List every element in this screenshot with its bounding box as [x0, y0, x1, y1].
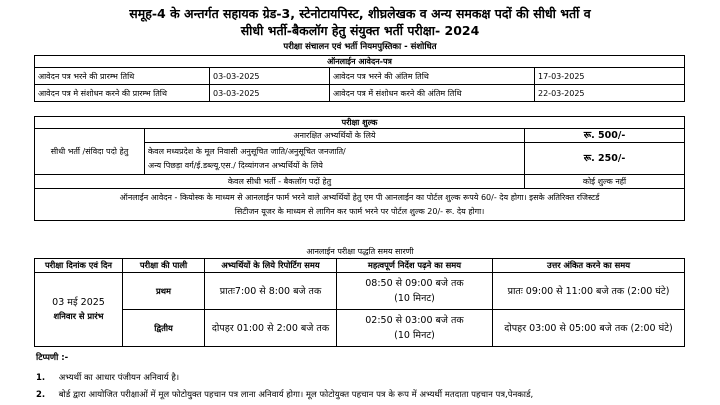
start-date-label: आवेदन पत्र भरने की प्रारम्भ तिथि [35, 68, 210, 85]
fee-reserved-desc: केवल मध्यप्रदेश के मूल निवासी अनुसूचित जाति/अनुसूचित जनजाति/ [148, 146, 346, 156]
start-date-value: 03-03-2025 [210, 68, 330, 85]
online-note-1: ऑनलाईन आवेदन - कियोस्क के माध्यम से आनलाईन फार्म भरने वाले अभ्यर्थियों हेतु एम पी आनलाईन का पोर्टल शुल्क रूपये 60/- देय होगा। इसके अतिरिक्त रजिस्टर्ड [119, 192, 600, 202]
application-heading: ऑनलाईन आवेदन-पत्र [35, 56, 685, 68]
col-reporting: अभ्यर्थियों के लिये रिपोर्टिग समय [205, 259, 337, 273]
shift-1: प्रथम [123, 273, 205, 310]
application-table [34, 55, 685, 102]
fee-table [34, 116, 685, 221]
exam-day: शनिवार से प्रारंभ [53, 310, 104, 321]
shift-2-reading-dur: (10 मिनट) [394, 330, 435, 341]
online-note-2: सिटीजन यूजर के माध्यम से लागिन कर फार्म भरने पर पोर्टल शुल्क 20/- रू. देय होगा। [234, 206, 485, 216]
edit-end-label: आवेदन पत्र में संशोधन करने की अंतिम तिथि [330, 85, 535, 102]
note-1 [36, 372, 179, 383]
fee-heading: परीक्षा शुल्क [35, 117, 685, 129]
shift-2: द्वितीय [123, 310, 205, 347]
end-date-value: 17-03-2025 [535, 68, 685, 85]
fee-reserved-amount: रू. 250/- [525, 143, 685, 175]
col-reading: महत्वपूर्ण निर्देश पढ़ने का समय [337, 259, 493, 273]
shift-2-answer: दोपहर 03:00 से 05:00 बजे तक (2:00 घंटे) [493, 310, 685, 347]
fee-general-amount: रू. 500/- [525, 129, 685, 143]
col-answer: उत्तर अंकित करने का समय [493, 259, 685, 273]
note-2-text: बोर्ड द्वारा आयोजित परीक्षाओं में मूल फोटोयुक्त पहचान पत्र लाना अनिवार्य होगा। मूल फोटोयुक्त पहचान पत्र के रूप में अभ्यर्थी मतदाता पहचान पत्र,पेनकार्ड, [58, 390, 534, 400]
fee-general-desc: अनारक्षित अभ्यर्थियों के लिये [145, 129, 525, 143]
notes-heading: टिप्पणी :- [36, 353, 69, 363]
end-date-label: आवेदन पत्र भरने की अंतिम तिथि [330, 68, 535, 85]
shift-2-reading: 02:50 से 03:00 बजे तक [365, 315, 464, 326]
shift-1-reading-dur: (10 मिनट) [394, 293, 435, 304]
exam-date: 03 मई 2025 [52, 296, 105, 308]
note-2-num: 2. [36, 390, 46, 400]
shift-2-reporting: दोपहर 01:00 से 2:00 बजे तक [205, 310, 337, 347]
shift-1-reading: 08:50 से 09:00 बजे तक [365, 278, 464, 289]
shift-1-answer: प्रातः 09:00 से 11:00 बजे तक (2:00 घंटे) [493, 273, 685, 310]
page-title [20, 5, 700, 39]
backlog-desc: केवल सीधी भर्ती - बैकलॉग पदों हेतु [35, 175, 525, 189]
edit-start-label: आवेदन पत्र मे संशोधन करने की प्रारम्भ तिथि [35, 85, 210, 102]
backlog-amount: कोई शुल्क नहीं [525, 175, 685, 189]
note-1-num: 1. [36, 373, 46, 383]
note-1-text: अभ्यर्थी का आधार पंजीयन अनिवार्य है। [58, 373, 180, 383]
fee-reserved-desc-2: अन्य पिछड़ा वर्ग/ई.डब्ल्यू.एस./ दिव्यांगजन अभ्यर्थियों के लिये [148, 160, 323, 170]
page-subtitle: परीक्षा संचालन एवं भर्ती नियमपुस्तिका - संशोधित [283, 42, 437, 52]
col-date: परीक्षा दिनांक एवं दिन [35, 259, 123, 273]
note-2 [36, 389, 533, 400]
title-line-1: समूह-4 के अन्तर्गत सहायक ग्रेड-3, स्टेनोटायपिस्ट, शीघ्रलेखक व अन्य समकक्ष पदों की सीधी भर्ती व [129, 6, 591, 21]
fee-category: सीधी भर्ती /संविदा पदो हेतु [35, 129, 145, 175]
col-shift: परीक्षा की पाली [123, 259, 205, 273]
title-line-2: सीधी भर्ती-बैकलॉग हेतु संयुक्त भर्ती परीक्षा- 2024 [240, 23, 480, 38]
edit-start-value: 03-03-2025 [210, 85, 330, 102]
edit-end-value: 22-03-2025 [535, 85, 685, 102]
schedule-heading: आनलाईन परीक्षा पद्धति समय सारणी [306, 247, 414, 256]
shift-1-reporting: प्रातः7:00 से 8:00 बजे तक [205, 273, 337, 310]
schedule-table [34, 258, 685, 347]
